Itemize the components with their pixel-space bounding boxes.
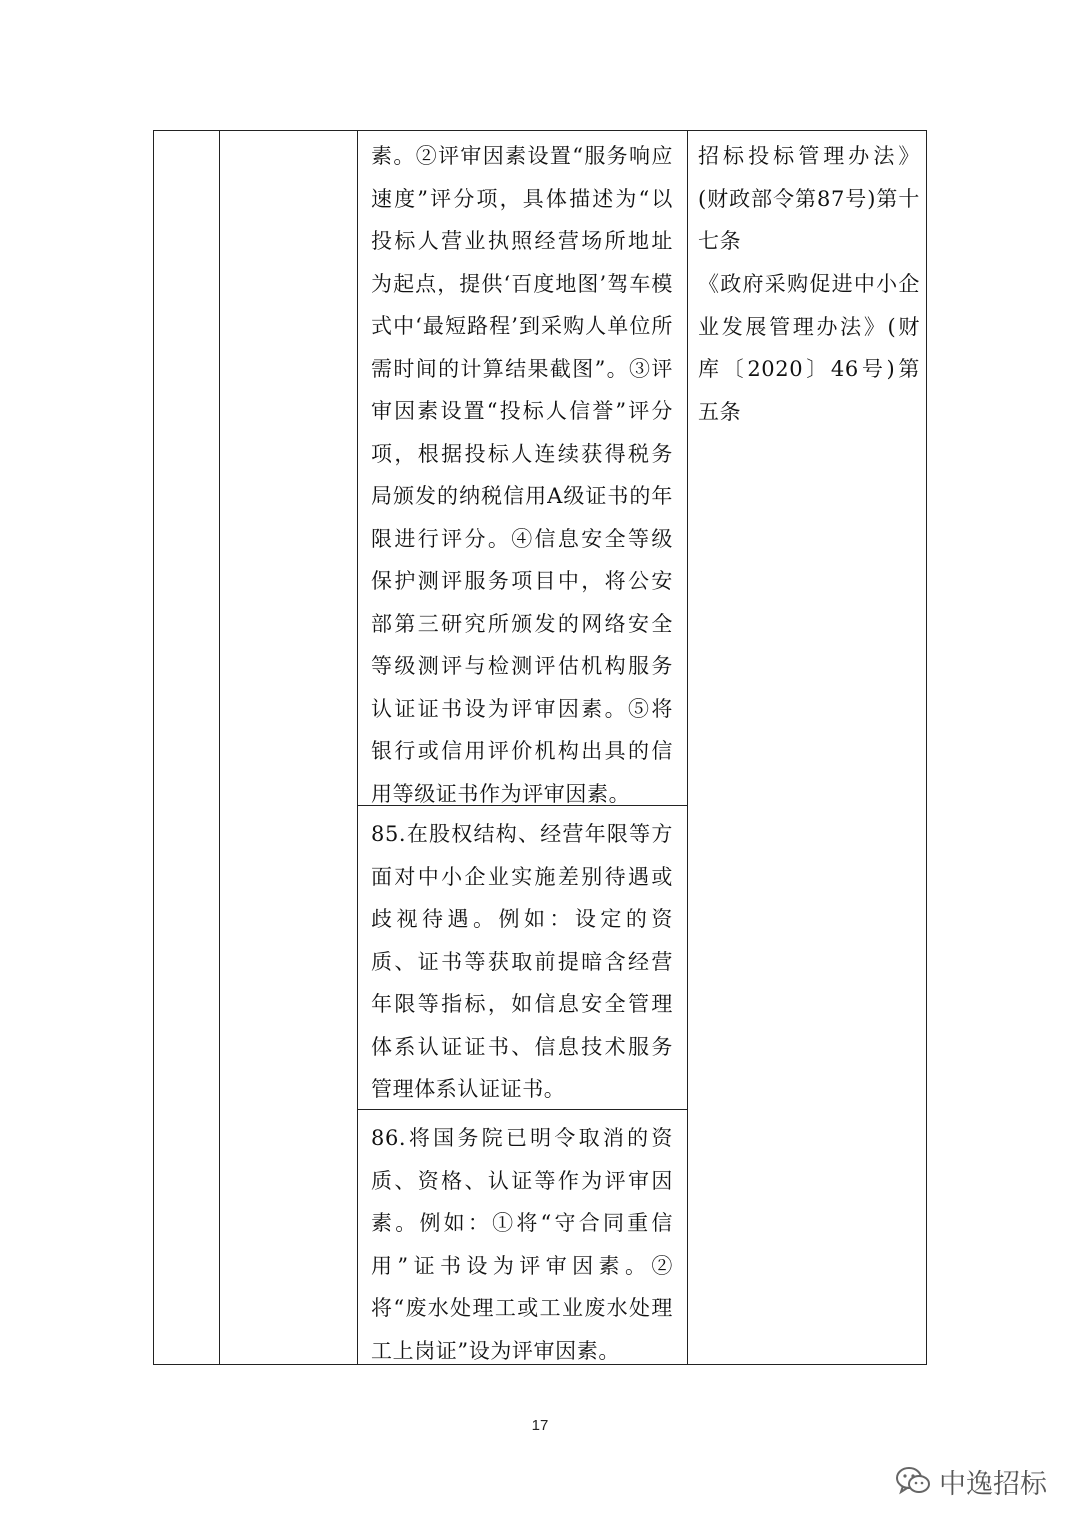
column-divider xyxy=(687,131,688,1364)
item-86-text: 86.将国务院已明令取消的资质、资格、认证等作为评审因素。例如：①将“守合同重信用”证书设为评审因素。②将“废水处理工或工业废水处理工上岗证”设为评审因素。 xyxy=(371,1126,673,1363)
page-number: 17 xyxy=(531,1417,549,1434)
wechat-icon xyxy=(895,1465,931,1497)
criteria-cell-text: 素。②评审因素设置“服务响应速度”评分项，具体描述为“以投标人营业执照经营场所地址为起点，提供‘百度地图’驾车模式中‘最短路程’到采购人单位所需时间的计算结果截图”。③评审因素设置“投标人信誉”评分项，根据投标人连续获得税务局颁发的纳税信用A级证书的年限进行评分。④信息安全等级保护测评服务项目中，将公安部第三研究所颁发的网络安全等级测评与检测评估机构服务认证证书设为评审因素。⑤将银行或信用评价机构出具的信用等级证书作为评审因素。 xyxy=(371,144,673,806)
item-85-text: 85.在股权结构、经营年限等方面对中小企业实施差别待遇或歧视待遇。例如：设定的资质、证书等获取前提暗含经营年限等指标，如信息安全管理体系认证证书、信息技术服务管理体系认证证书。 xyxy=(371,822,673,1101)
column-divider xyxy=(357,131,358,1364)
regulation-table xyxy=(153,130,927,1365)
legal-basis-1: 招标投标管理办法》(财政部令第87号)第十七条 xyxy=(698,144,920,253)
watermark-text: 中逸招标 xyxy=(939,1468,1047,1500)
account-watermark xyxy=(895,1456,1047,1506)
column-divider xyxy=(219,131,220,1364)
legal-basis-2: 《政府采购促进中小企业发展管理办法》(财库〔2020〕46号)第五条 xyxy=(698,272,920,424)
